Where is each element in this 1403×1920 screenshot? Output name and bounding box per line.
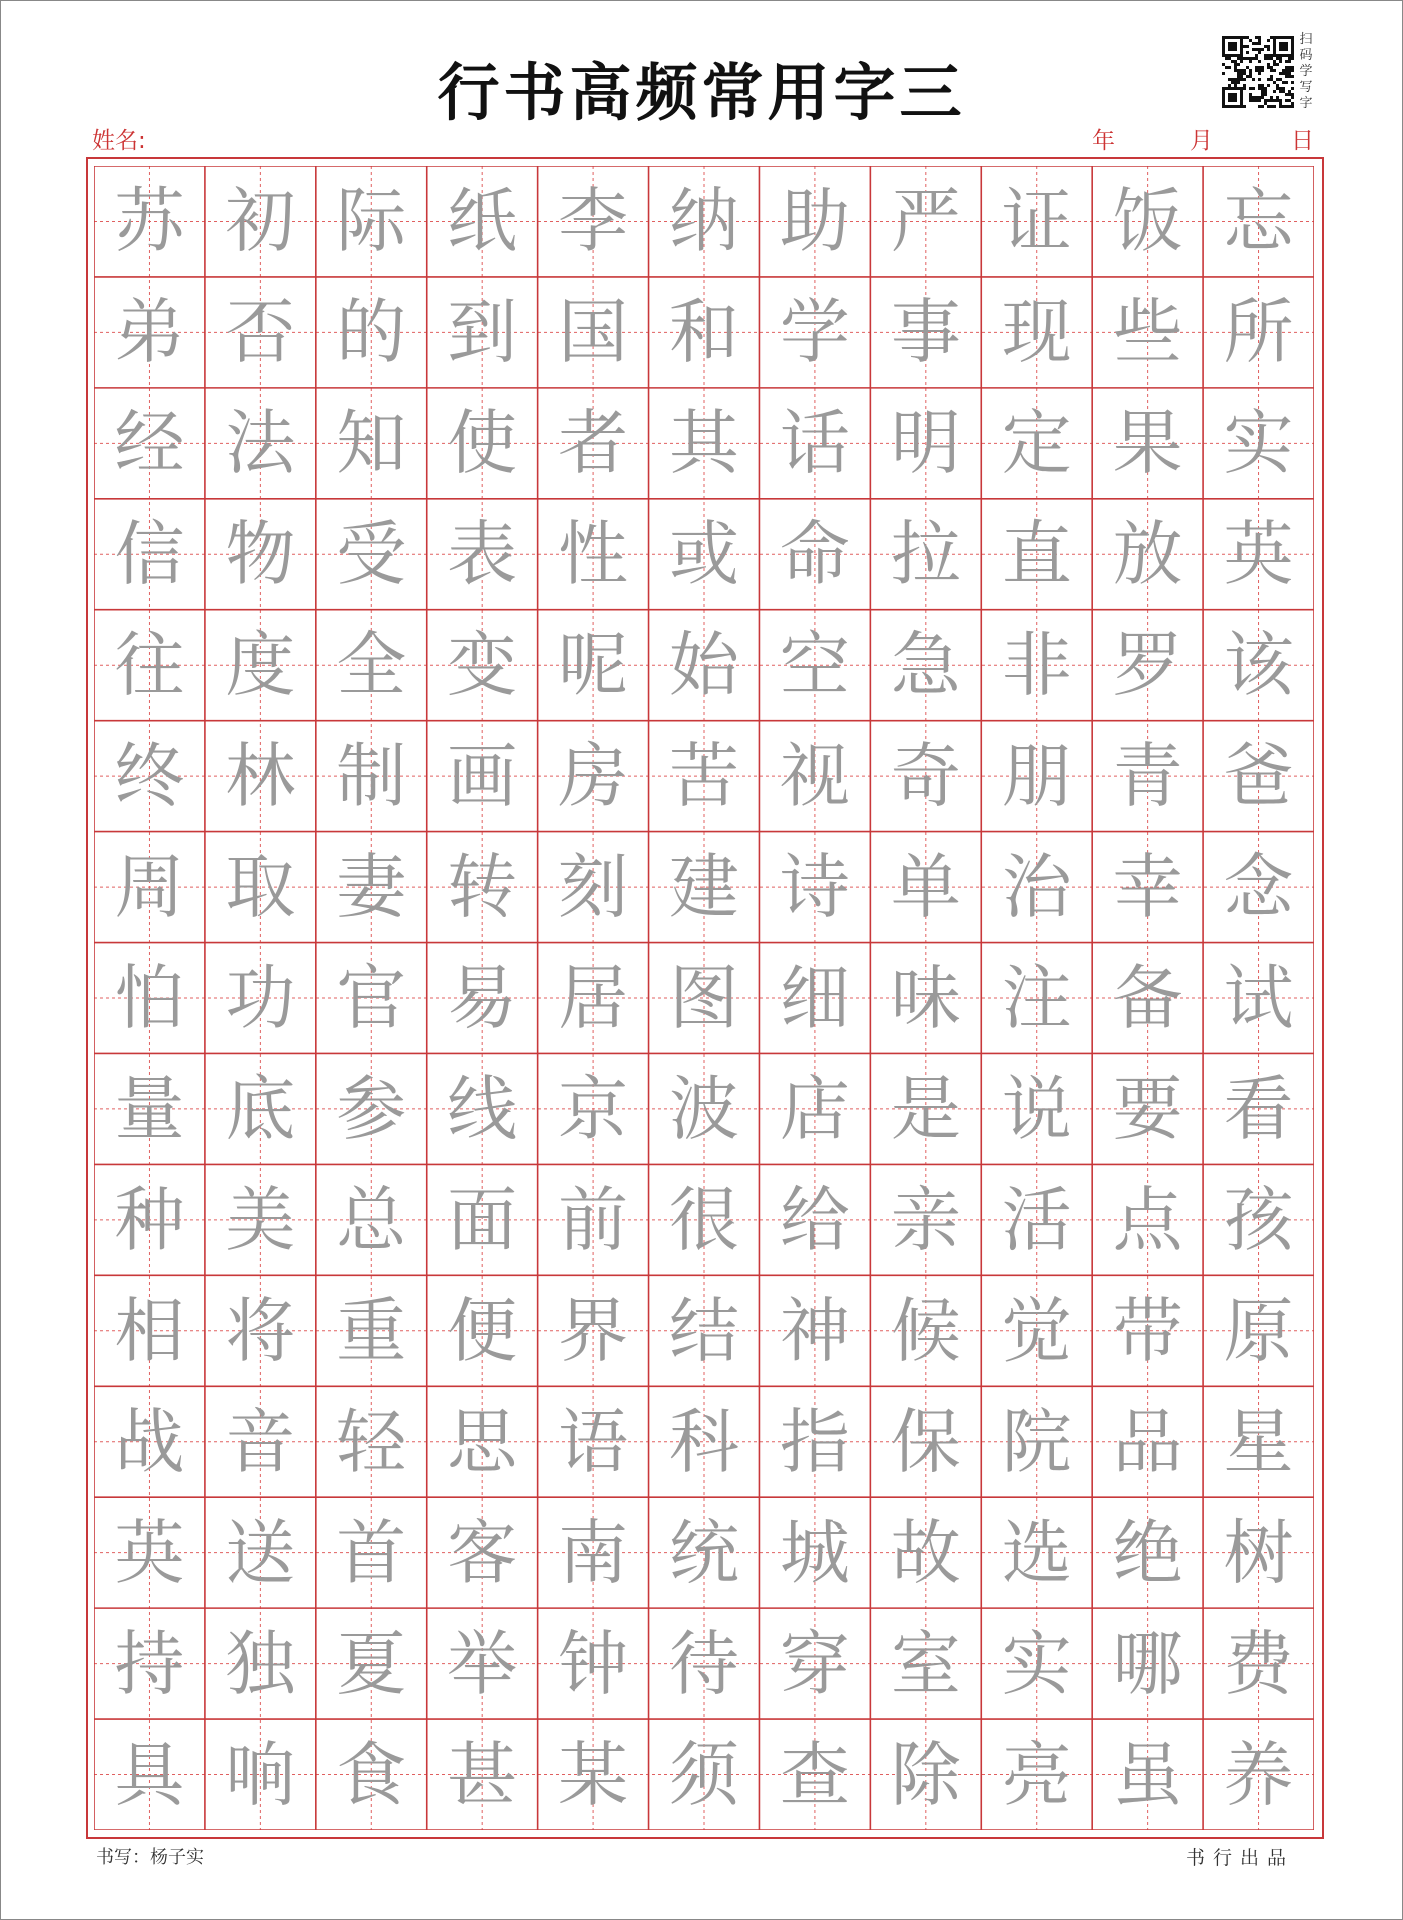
practice-character: 参 [336,1067,407,1150]
practice-character: 否 [225,291,296,374]
page-title: 行书高频常用字三 [437,56,966,129]
practice-character: 穿 [779,1622,850,1705]
practice-character: 味 [890,956,961,1039]
practice-character: 品 [1112,1400,1183,1483]
practice-character: 种 [114,1178,185,1261]
practice-character: 爸 [1223,735,1294,818]
practice-character: 功 [225,956,296,1039]
practice-character: 受 [336,513,407,596]
practice-character: 客 [447,1511,518,1594]
practice-character: 店 [779,1067,850,1150]
practice-character: 要 [1112,1067,1183,1150]
practice-character: 取 [225,846,296,929]
practice-character: 单 [890,846,961,929]
practice-character: 助 [779,180,850,263]
practice-character: 该 [1223,624,1294,707]
practice-character: 建 [668,846,739,929]
practice-character: 李 [558,180,629,263]
practice-character: 统 [668,1511,739,1594]
practice-character: 易 [447,956,518,1039]
practice-character: 房 [558,735,629,818]
practice-character: 幸 [1112,846,1183,929]
qr-code-icon [1222,36,1294,108]
practice-character: 室 [890,1622,961,1705]
practice-character: 须 [668,1733,739,1816]
practice-character: 现 [1001,291,1072,374]
practice-character: 线 [447,1067,518,1150]
practice-character: 罗 [1112,624,1183,707]
practice-character: 亲 [890,1178,961,1261]
practice-character: 纳 [668,180,739,263]
practice-character: 往 [114,624,185,707]
practice-character: 夏 [336,1622,407,1705]
practice-character: 或 [668,513,739,596]
practice-grid [94,166,1314,1830]
practice-character: 法 [225,402,296,485]
practice-character: 空 [779,624,850,707]
date-year-label: 年 [1092,128,1115,154]
practice-character: 响 [225,1733,296,1816]
practice-character: 候 [890,1289,961,1372]
practice-character: 终 [114,735,185,818]
practice-character: 重 [336,1289,407,1372]
practice-character: 费 [1223,1622,1294,1705]
practice-character: 饭 [1112,180,1183,263]
practice-character: 相 [114,1289,185,1372]
practice-character: 居 [558,956,629,1039]
practice-character: 活 [1001,1178,1072,1261]
practice-character: 信 [114,513,185,596]
practice-character: 制 [336,735,407,818]
practice-character: 全 [336,624,407,707]
practice-character: 持 [114,1622,185,1705]
practice-character: 和 [668,291,739,374]
practice-character: 前 [558,1178,629,1261]
practice-character: 注 [1001,956,1072,1039]
practice-character: 南 [558,1511,629,1594]
name-label: 姓名: [92,128,146,154]
practice-character: 命 [779,513,850,596]
practice-character: 备 [1112,956,1183,1039]
practice-character: 待 [668,1622,739,1705]
practice-character: 物 [225,513,296,596]
practice-character: 界 [558,1289,629,1372]
practice-character: 面 [447,1178,518,1261]
practice-character: 刻 [558,846,629,929]
practice-character: 定 [1001,402,1072,485]
qr-caption: 扫码学写字 [1299,32,1313,111]
practice-character: 际 [336,180,407,263]
practice-character: 治 [1001,846,1072,929]
practice-character: 树 [1223,1511,1294,1594]
practice-character: 说 [1001,1067,1072,1150]
practice-character: 选 [1001,1511,1072,1594]
practice-character: 某 [558,1733,629,1816]
practice-character: 实 [1223,402,1294,485]
practice-character: 念 [1223,846,1294,929]
practice-character: 具 [114,1733,185,1816]
practice-character: 严 [890,180,961,263]
practice-character: 院 [1001,1400,1072,1483]
practice-character: 孩 [1223,1178,1294,1261]
practice-character: 苏 [114,180,185,263]
practice-character: 音 [225,1400,296,1483]
practice-character: 初 [225,180,296,263]
practice-character: 转 [447,846,518,929]
practice-character: 波 [668,1067,739,1150]
practice-character: 变 [447,624,518,707]
practice-character: 战 [114,1400,185,1483]
practice-character: 故 [890,1511,961,1594]
practice-character: 京 [558,1067,629,1150]
practice-character: 视 [779,735,850,818]
practice-character: 看 [1223,1067,1294,1150]
practice-character: 怕 [114,956,185,1039]
practice-character: 虽 [1112,1733,1183,1816]
practice-character: 直 [1001,513,1072,596]
practice-character: 话 [779,402,850,485]
practice-character: 钟 [558,1622,629,1705]
practice-character: 点 [1112,1178,1183,1261]
practice-character: 查 [779,1733,850,1816]
practice-character: 到 [447,291,518,374]
practice-character: 弟 [114,291,185,374]
practice-character: 举 [447,1622,518,1705]
practice-character: 总 [336,1178,407,1261]
practice-character: 实 [1001,1622,1072,1705]
date-day-label: 日 [1291,128,1314,154]
practice-character: 保 [890,1400,961,1483]
practice-character: 急 [890,624,961,707]
practice-character: 原 [1223,1289,1294,1372]
practice-character: 科 [668,1400,739,1483]
practice-character: 结 [668,1289,739,1372]
practice-character: 甚 [447,1733,518,1816]
practice-character: 使 [447,402,518,485]
practice-character: 周 [114,846,185,929]
practice-character: 放 [1112,513,1183,596]
practice-character: 首 [336,1511,407,1594]
practice-character: 英 [114,1511,185,1594]
practice-character: 奇 [890,735,961,818]
practice-character: 学 [779,291,850,374]
practice-character: 星 [1223,1400,1294,1483]
practice-character: 除 [890,1733,961,1816]
practice-character: 语 [558,1400,629,1483]
practice-character: 官 [336,956,407,1039]
practice-character: 指 [779,1400,850,1483]
practice-character: 明 [890,402,961,485]
practice-character: 美 [225,1178,296,1261]
practice-character: 亮 [1001,1733,1072,1816]
practice-character: 画 [447,735,518,818]
practice-character: 性 [558,513,629,596]
practice-character: 些 [1112,291,1183,374]
practice-character: 苦 [668,735,739,818]
practice-character: 其 [668,402,739,485]
practice-character: 城 [779,1511,850,1594]
practice-character: 给 [779,1178,850,1261]
practice-character: 经 [114,402,185,485]
practice-character: 带 [1112,1289,1183,1372]
practice-character: 朋 [1001,735,1072,818]
practice-character: 细 [779,956,850,1039]
author-credit: 书写：杨子实 [96,1847,204,1868]
practice-character: 事 [890,291,961,374]
practice-character: 将 [225,1289,296,1372]
practice-character: 轻 [336,1400,407,1483]
practice-character: 知 [336,402,407,485]
practice-character: 独 [225,1622,296,1705]
practice-character: 果 [1112,402,1183,485]
practice-character: 非 [1001,624,1072,707]
practice-character: 林 [225,735,296,818]
practice-character: 者 [558,402,629,485]
practice-character: 诗 [779,846,850,929]
practice-character: 量 [114,1067,185,1150]
practice-character: 度 [225,624,296,707]
practice-character: 是 [890,1067,961,1150]
practice-character: 所 [1223,291,1294,374]
practice-character: 试 [1223,956,1294,1039]
practice-character: 图 [668,956,739,1039]
practice-character: 表 [447,513,518,596]
practice-character: 妻 [336,846,407,929]
practice-character: 证 [1001,180,1072,263]
practice-character: 青 [1112,735,1183,818]
publisher-credit: 书行出品 [1186,1847,1295,1869]
practice-character: 的 [336,291,407,374]
practice-character: 哪 [1112,1622,1183,1705]
practice-character: 忘 [1223,180,1294,263]
practice-character: 拉 [890,513,961,596]
practice-character: 养 [1223,1733,1294,1816]
practice-character: 呢 [558,624,629,707]
practice-character: 神 [779,1289,850,1372]
practice-character: 始 [668,624,739,707]
practice-character: 底 [225,1067,296,1150]
practice-character: 国 [558,291,629,374]
practice-character: 觉 [1001,1289,1072,1372]
practice-character: 思 [447,1400,518,1483]
practice-character: 很 [668,1178,739,1261]
practice-character: 纸 [447,180,518,263]
practice-character: 英 [1223,513,1294,596]
practice-character: 送 [225,1511,296,1594]
practice-character: 绝 [1112,1511,1183,1594]
practice-character: 便 [447,1289,518,1372]
date-month-label: 月 [1190,128,1213,154]
practice-character: 食 [336,1733,407,1816]
